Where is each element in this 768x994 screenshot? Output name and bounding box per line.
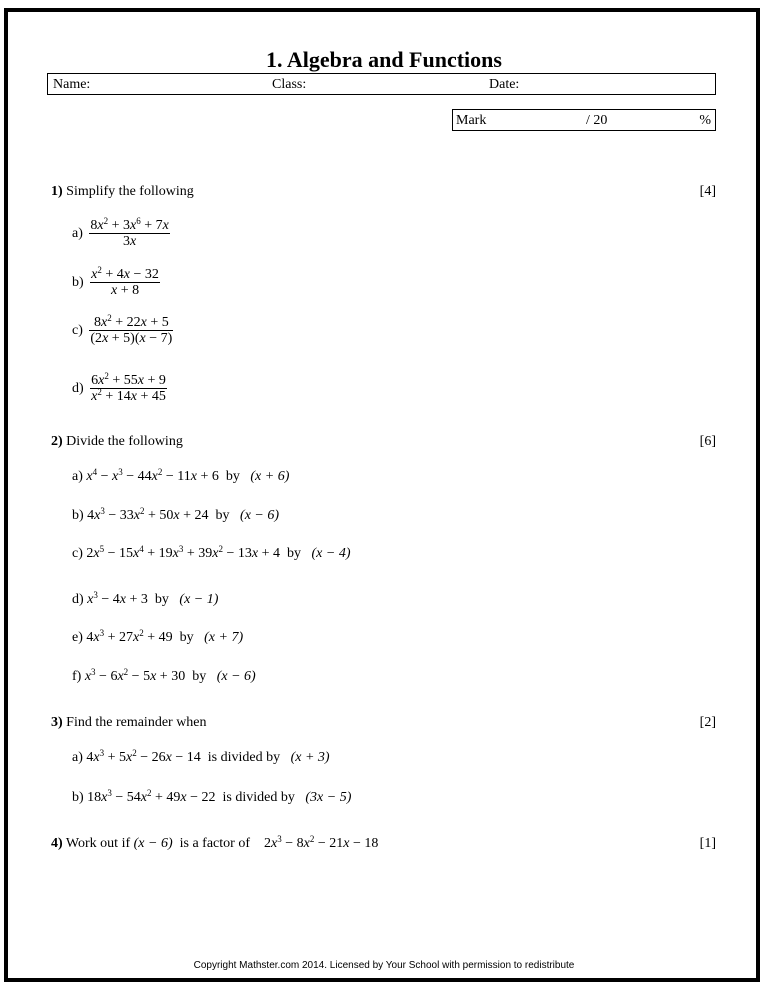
q1-part-a-label: a) (72, 226, 83, 242)
divided-by-text: is divided by (207, 750, 281, 765)
class-label: Class: (272, 77, 307, 92)
q2b-expression: $4x^3 - 33x^2 + 50x + 24$ (87, 506, 209, 523)
by-word: by (179, 630, 194, 645)
q2e-divisor: (x + 7) (204, 630, 244, 645)
question-4-number: 4) (51, 836, 63, 851)
q2-part-c-label: c) (72, 546, 83, 561)
question-3-marks: [2] (699, 715, 716, 730)
q3a-expression: $4x^3 + 5x^2 - 26x - 14$ (86, 748, 201, 765)
q2d-expression: $x^3 - 4x + 3$ (87, 590, 148, 607)
question-4-text-after: is a factor of (179, 836, 250, 851)
question-4-text-before: Work out if (65, 836, 131, 851)
question-1-number: 1) (51, 184, 63, 199)
q2d-divisor: (x − 1) (179, 592, 219, 607)
q1-part-d-label: d) (72, 381, 84, 397)
q3a-divisor: (x + 3) (290, 750, 330, 765)
q3-part-a (72, 750, 330, 766)
copyright-footer: Copyright Mathster.com 2014. Licensed by Your School with permission to redistribute (193, 960, 575, 971)
q3-part-b (72, 790, 351, 806)
question-2-heading (51, 434, 183, 450)
q2-part-a (72, 469, 289, 485)
divided-by-text: is divided by (222, 790, 295, 805)
q2c-expression: $2x^5 - 15x^4 + 19x^3 + 39x^2 - 13x + 4$ (86, 544, 281, 561)
question-3-text: Find the remainder when (66, 715, 207, 730)
by-word: by (225, 469, 240, 484)
q2-part-f (72, 669, 256, 685)
q2f-expression: $x^3 - 6x^2 - 5x + 30$ (84, 667, 186, 684)
question-3-heading (51, 715, 207, 731)
by-word: by (215, 508, 230, 523)
question-2-number: 2) (51, 434, 63, 449)
mark-label: Mark (456, 113, 487, 128)
q2f-divisor: (x − 6) (216, 669, 256, 684)
q2-part-e (72, 630, 243, 646)
question-2-marks: [6] (699, 434, 716, 449)
q1-part-b (72, 265, 160, 298)
mark-percent: % (699, 113, 711, 128)
q2-part-a-label: a) (72, 469, 83, 484)
q1c-fraction: $\frac{8x^2 + 22x + 5}{(2x + 5)(x - 7)}$ (90, 313, 173, 346)
q2e-expression: $4x^3 + 27x^2 + 49$ (86, 628, 173, 645)
q2a-divisor: (x + 6) (250, 469, 290, 484)
q4-polynomial: $2x^3 - 8x^2 - 21x - 18$ (263, 834, 379, 851)
question-1-marks: [4] (699, 184, 716, 199)
q2-part-d (72, 592, 218, 608)
q2-part-b (72, 508, 279, 524)
by-word: by (154, 592, 169, 607)
mark-box (452, 109, 716, 131)
q2-part-d-label: d) (72, 592, 84, 607)
q1-part-c (72, 313, 173, 346)
q3-part-b-label: b) (72, 790, 84, 805)
date-label: Date: (489, 77, 520, 92)
q3-part-a-label: a) (72, 750, 83, 765)
by-word: by (192, 669, 207, 684)
question-2-text: Divide the following (66, 434, 183, 449)
q2a-expression: $x^4 - x^3 - 44x^2 - 11x + 6$ (86, 467, 219, 484)
q2-part-c (72, 546, 351, 562)
student-info-row (47, 73, 716, 95)
worksheet-title: 1. Algebra and Functions (266, 47, 502, 72)
q2-part-b-label: b) (72, 508, 84, 523)
mark-out-of: / 20 (586, 113, 608, 128)
q1-part-c-label: c) (72, 323, 83, 339)
q1-part-b-label: b) (72, 275, 84, 291)
q1d-fraction: $\frac{6x^2 + 55x + 9}{x^2 + 14x + 45}$ (91, 371, 166, 404)
question-4-heading (51, 836, 378, 852)
q1b-fraction: $\frac{x^2 + 4x - 32}{x + 8}$ (91, 265, 159, 298)
q3b-divisor: (3x − 5) (305, 790, 352, 805)
question-3-number: 3) (51, 715, 63, 730)
q3b-expression: $18x^3 - 54x^2 + 49x - 22$ (87, 788, 216, 805)
q2-part-e-label: e) (72, 630, 83, 645)
q1a-fraction: $\frac{8x^2 + 3x^6 + 7x}{3x}$ (90, 216, 169, 249)
name-label: Name: (53, 77, 91, 92)
q1-part-a (72, 216, 170, 249)
q2c-divisor: (x − 4) (311, 546, 351, 561)
q2-part-f-label: f) (72, 669, 82, 684)
question-4-factor: (x − 6) (133, 836, 173, 851)
question-1-text: Simplify the following (66, 184, 194, 199)
question-4-marks: [1] (699, 836, 716, 851)
question-1-heading (51, 184, 194, 200)
by-word: by (287, 546, 302, 561)
q2b-divisor: (x − 6) (240, 508, 280, 523)
q1-part-d (72, 371, 167, 404)
